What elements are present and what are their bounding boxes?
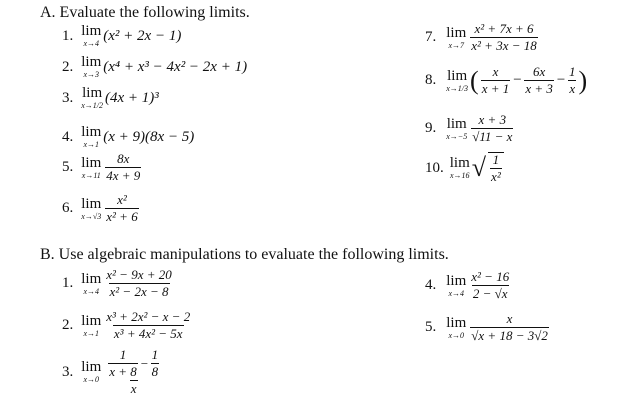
problem-a4	[62, 125, 194, 149]
limit-operator: lim x→−5	[446, 115, 468, 141]
limit-operator: lim x→16	[449, 155, 470, 180]
sqrt-sign: √	[471, 153, 487, 182]
problem-number: 1.	[62, 27, 74, 44]
problem-a7	[425, 22, 540, 53]
problem-number: 2.	[62, 317, 74, 333]
expression: (x² + 2x − 1)	[103, 27, 182, 44]
problem-b4	[425, 270, 512, 301]
fraction: $\frac{\text{x³ + 2x² − x − 2}}{\text{x³ + 4x² − 5x}}$	[106, 309, 191, 341]
problem-a5	[62, 152, 143, 183]
problem-number: 5.	[425, 319, 437, 335]
problem-number: 3.	[62, 89, 74, 106]
limit-operator: lim x→7	[446, 24, 467, 50]
limit-operator: lim x→1/3	[446, 67, 469, 93]
expression: (x⁴ + x³ − 4x² − 2x + 1)	[103, 58, 248, 75]
fraction: $\frac{\text{x²}}{\text{x² + 6}}$	[106, 192, 138, 224]
section-a-title: A. Evaluate the following limits.	[40, 4, 250, 21]
expression: (4x + 1)³	[105, 89, 159, 106]
problem-number: 5.	[62, 159, 74, 175]
fraction: $\frac{\text{x² + 7x + 6}}{\text{x² + 3x − 18}}$	[471, 21, 537, 53]
problem-b1	[62, 268, 175, 299]
problem-number: 1.	[62, 275, 74, 291]
problem-number: 4.	[425, 277, 437, 293]
problem-number: 6.	[62, 200, 74, 216]
problem-a10	[425, 152, 506, 184]
problem-a2	[62, 55, 247, 79]
problem-a8: 8. lim x→1/3 ( $\frac{x}{x + 1}$ − $\frac{6x}{x + 3}$ − $\frac{1}{x}$ )	[425, 64, 588, 96]
limit-operator: lim x→√3	[81, 195, 102, 221]
limit-operator: lim x→4	[81, 23, 102, 48]
problem-b2	[62, 310, 193, 341]
fraction: $\frac{1}{\text{x²}}$	[488, 152, 504, 184]
expression: (x + 9)(8x − 5)	[103, 128, 195, 145]
limit-operator: lim x→4	[81, 270, 102, 296]
problem-a6	[62, 193, 141, 224]
problem-a9	[425, 113, 515, 144]
problem-number: 3.	[62, 363, 74, 380]
fraction: $\frac{\text{x² − 16}}{2 - √x}$	[471, 269, 510, 301]
complex-fraction: $\frac{1}{x + 8}$ − $\frac{1}{8}$ x	[109, 347, 159, 396]
fraction: $\frac{8x}{4x + 9}$	[106, 151, 141, 183]
limit-operator: lim x→4	[446, 272, 467, 298]
problem-number: 8.	[425, 72, 437, 88]
limit-operator: lim x→1/2	[81, 85, 104, 110]
problem-number: 2.	[62, 58, 74, 75]
fraction-2: $\frac{6x}{x + 3}$	[525, 64, 553, 96]
problem-a3	[62, 86, 159, 110]
fraction-3: $\frac{1}{x}$	[569, 64, 576, 96]
limit-operator: lim x→11	[81, 154, 102, 180]
limit-operator: lim x→3	[81, 54, 102, 79]
problem-b5	[425, 312, 551, 343]
inner-fraction-2: $\frac{1}{8}$	[151, 347, 159, 379]
section-b-title: B. Use algebraic manipulations to evaluate the following limits.	[40, 246, 449, 263]
problem-number: 7.	[425, 29, 437, 45]
limit-operator: lim x→0	[446, 314, 467, 340]
inner-fraction-1: $\frac{1}{x + 8}$	[109, 347, 137, 379]
fraction-1: $\frac{x}{x + 1}$	[481, 64, 510, 96]
problem-b3	[62, 348, 164, 396]
problem-number: 9.	[425, 120, 437, 136]
problem-number: 4.	[62, 128, 74, 145]
problem-number: 10.	[425, 159, 444, 176]
fraction: $\frac{\text{x² − 9x + 20}}{\text{x² − 2x − 8}}$	[106, 267, 172, 299]
limit-operator: lim x→0	[81, 359, 102, 384]
fraction: $\frac{x + 3}{√11 - x}$	[472, 112, 513, 144]
limit-operator: lim x→1	[81, 124, 102, 149]
fraction: $\frac{x}{√x + 18 - 3√2}$	[471, 311, 548, 343]
limit-operator: lim x→1	[81, 312, 102, 338]
problem-a1	[62, 24, 181, 48]
